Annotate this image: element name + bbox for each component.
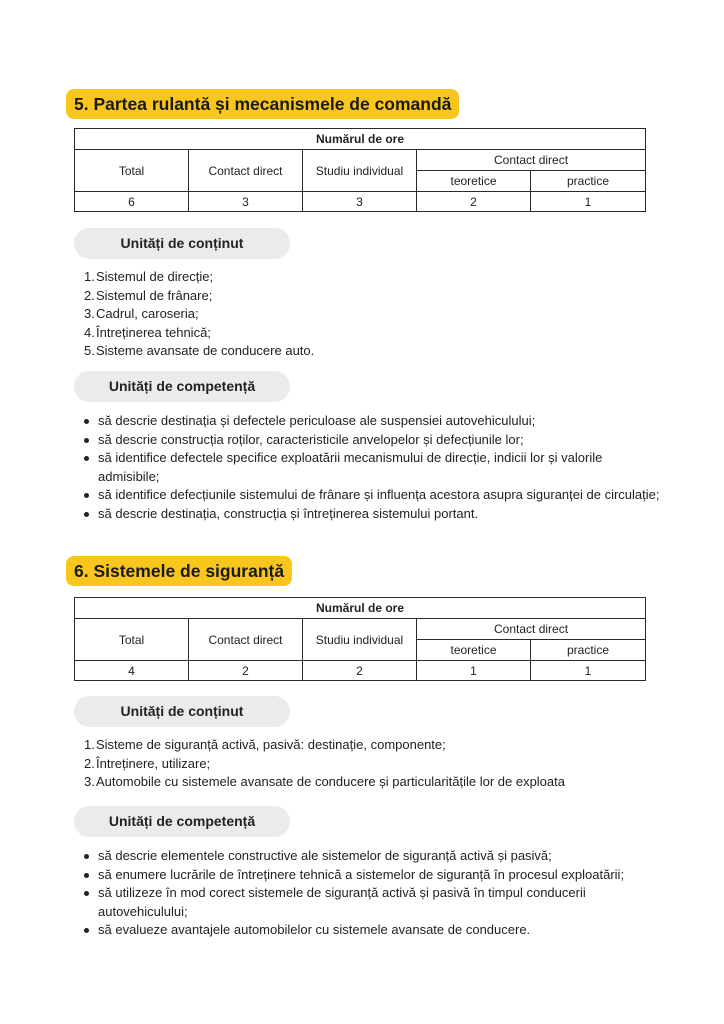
list-item: să descrie destinația și defectele periculoase ale suspensiei autovehiculului; — [84, 412, 660, 431]
list-item: 3.Cadrul, caroseria; — [84, 306, 199, 322]
section-6-title: 6. Sistemele de siguranță — [66, 556, 292, 586]
content-units-heading: Unități de conținut — [74, 228, 290, 259]
col-header-contact: Contact direct — [189, 150, 303, 192]
bullet-icon — [84, 891, 89, 896]
cell-teoretice: 2 — [417, 192, 531, 212]
list-item: 1.Sisteme de siguranță activă, pasivă: destinație, componente; — [84, 737, 446, 752]
competence-units-heading: Unități de competență — [74, 371, 290, 402]
list-item: să identifice defectele specifice exploatării mecanismului de direcție, indicii lor și valorile admisibile; — [84, 449, 660, 486]
list-item: să enumere lucrările de întreținere tehnică a sistemelor de siguranță în procesul exploatării; — [84, 866, 660, 885]
bullet-icon — [84, 873, 89, 878]
list-item: 2.Sistemul de frânare; — [84, 287, 213, 303]
col-header-contact-group: Contact direct — [417, 619, 646, 640]
col-header-practice: practice — [531, 171, 646, 192]
cell-contact: 2 — [189, 661, 303, 681]
bullet-icon — [84, 438, 89, 443]
hours-table-section-6 — [74, 597, 646, 681]
cell-practice: 1 — [531, 661, 646, 681]
list-item: să utilizeze în mod corect sistemele de siguranță activă și pasivă în timpul conducerii autovehiculului; — [84, 884, 660, 921]
col-header-studiu: Studiu individual — [303, 619, 417, 661]
list-item: 1.Sistemul de direcție; — [84, 269, 214, 284]
cell-teoretice: 1 — [417, 661, 531, 681]
list-item: 2.Întreținere, utilizare; — [84, 755, 211, 771]
cell-total: 4 — [75, 661, 189, 681]
content-units-heading: Unități de conținut — [74, 696, 290, 727]
competence-units-heading: Unități de competență — [74, 806, 290, 837]
content-list-section-5 — [84, 268, 314, 361]
table-title: Numărul de ore — [75, 129, 646, 150]
col-header-total: Total — [75, 150, 189, 192]
section-5-title: 5. Partea rulantă și mecanismele de comandă — [66, 89, 459, 119]
col-header-contact-group: Contact direct — [417, 150, 646, 171]
competence-list-section-5 — [84, 412, 660, 524]
cell-total: 6 — [75, 192, 189, 212]
col-header-teoretice: teoretice — [417, 640, 531, 661]
col-header-total: Total — [75, 619, 189, 661]
bullet-icon — [84, 512, 89, 517]
list-item: să evalueze avantajele automobilelor cu sistemele avansate de conducere. — [84, 921, 660, 940]
content-list-section-6 — [84, 736, 565, 792]
list-item: să descrie construcția roților, caracteristicile anvelopelor și defecțiunile lor; — [84, 431, 660, 450]
col-header-studiu: Studiu individual — [303, 150, 417, 192]
list-item: să identifice defecțiunile sistemului de frânare și influența acestora asupra siguranței de circulație; — [84, 486, 660, 505]
bullet-icon — [84, 493, 89, 498]
col-header-practice: practice — [531, 640, 646, 661]
cell-contact: 3 — [189, 192, 303, 212]
table-title: Numărul de ore — [75, 598, 646, 619]
bullet-icon — [84, 854, 89, 859]
list-item: 3.Automobile cu sistemele avansate de conducere și particularitățile lor de exploata — [84, 774, 565, 790]
cell-studiu: 2 — [303, 661, 417, 681]
list-item: 5.Sisteme avansate de conducere auto. — [84, 343, 315, 359]
bullet-icon — [84, 928, 89, 933]
cell-studiu: 3 — [303, 192, 417, 212]
list-item: să descrie destinația, construcția și întreținerea sistemului portant. — [84, 505, 660, 524]
col-header-teoretice: teoretice — [417, 171, 531, 192]
bullet-icon — [84, 419, 89, 424]
competence-list-section-6 — [84, 847, 660, 940]
list-item: 4.Întreținerea tehnică; — [84, 324, 211, 340]
cell-practice: 1 — [531, 192, 646, 212]
list-item: să descrie elementele constructive ale sistemelor de siguranță activă și pasivă; — [84, 847, 660, 866]
hours-table-section-5 — [74, 128, 646, 212]
col-header-contact: Contact direct — [189, 619, 303, 661]
bullet-icon — [84, 456, 89, 461]
